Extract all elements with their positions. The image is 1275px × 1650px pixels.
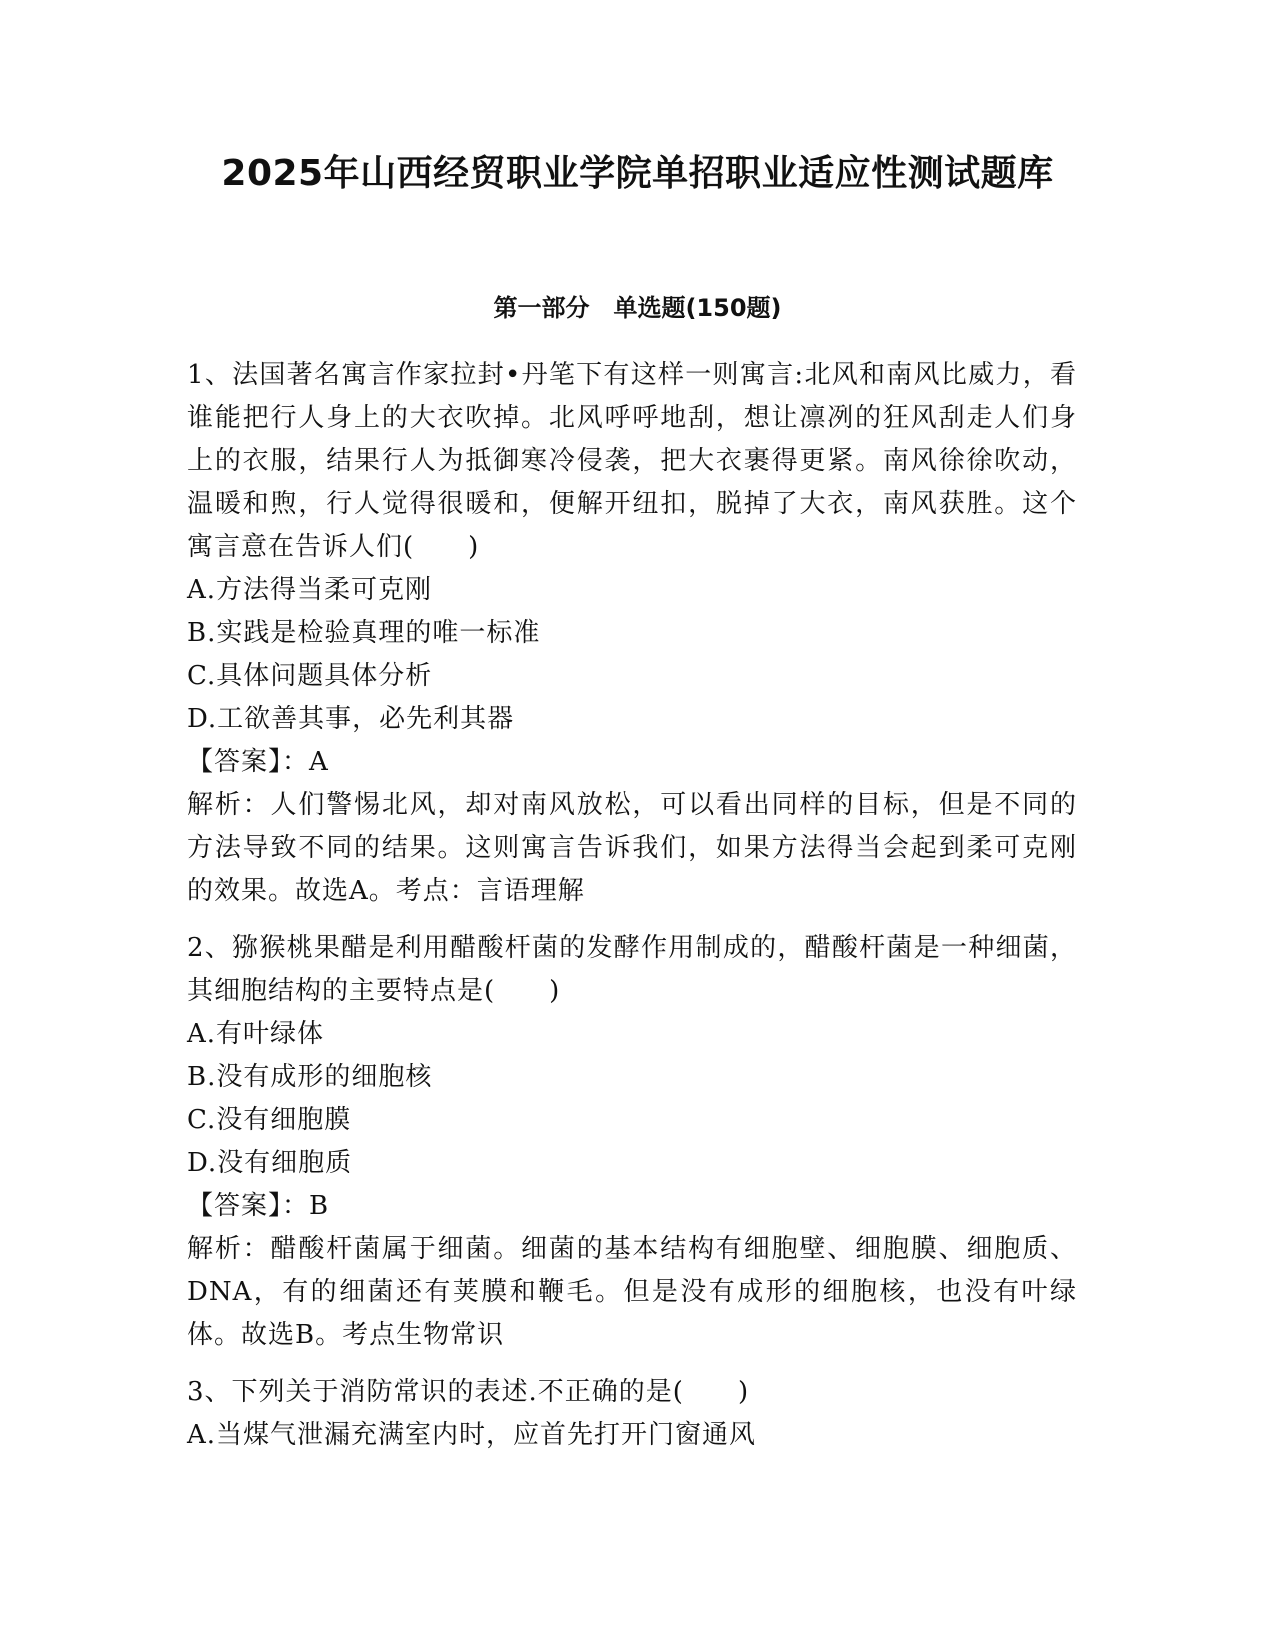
answer-line: 【答案】：B bbox=[187, 1191, 330, 1221]
option-c: C.具体问题具体分析 bbox=[187, 661, 433, 691]
question-1 bbox=[187, 354, 1077, 913]
question-3 bbox=[187, 1371, 1077, 1457]
question-stem: 2、猕猴桃果醋是利用醋酸杆菌的发酵作用制成的，醋酸杆菌是一种细菌，其细胞结构的主要特点是( ) bbox=[187, 933, 1077, 1006]
question-stem: 3、下列关于消防常识的表述.不正确的是( ) bbox=[187, 1377, 750, 1407]
option-d: D.没有细胞质 bbox=[187, 1148, 353, 1178]
option-d: D.工欲善其事，必先利其器 bbox=[187, 704, 515, 734]
option-b: B.没有成形的细胞核 bbox=[187, 1062, 433, 1092]
document-title: 2025年山西经贸职业学院单招职业适应性测试题库 bbox=[221, 153, 1054, 194]
answer-line: 【答案】：A bbox=[187, 747, 329, 777]
question-list bbox=[187, 354, 1077, 1471]
question-stem: 1、法国著名寓言作家拉封•丹笔下有这样一则寓言:北风和南风比威力，看谁能把行人身上的大衣吹掉。北风呼呼地刮，想让凛冽的狂风刮走人们身上的衣服，结果行人为抵御寒冷侵袭，把大衣裹得更紧。南风徐徐吹动，温暖和煦，行人觉得很暖和，便解开纽扣，脱掉了大衣，南风获胜。这个寓言意在告诉人们( ) bbox=[187, 360, 1077, 562]
option-a: A.方法得当柔可克刚 bbox=[187, 575, 433, 605]
option-a: A.有叶绿体 bbox=[187, 1019, 325, 1049]
analysis-text: 解析：人们警惕北风，却对南风放松，可以看出同样的目标，但是不同的方法导致不同的结果。这则寓言告诉我们，如果方法得当会起到柔可克刚的效果。故选A。考点：言语理解 bbox=[187, 790, 1077, 906]
question-2 bbox=[187, 927, 1077, 1357]
option-b: B.实践是检验真理的唯一标准 bbox=[187, 618, 541, 648]
option-c: C.没有细胞膜 bbox=[187, 1105, 352, 1135]
section-title: 第一部分 单选题(150题) bbox=[493, 294, 782, 322]
option-a: A.当煤气泄漏充满室内时，应首先打开门窗通风 bbox=[187, 1420, 757, 1450]
analysis-text: 解析：醋酸杆菌属于细菌。细菌的基本结构有细胞壁、细胞膜、细胞质、DNA，有的细菌还有荚膜和鞭毛。但是没有成形的细胞核，也没有叶绿体。故选B。考点生物常识 bbox=[187, 1234, 1077, 1350]
